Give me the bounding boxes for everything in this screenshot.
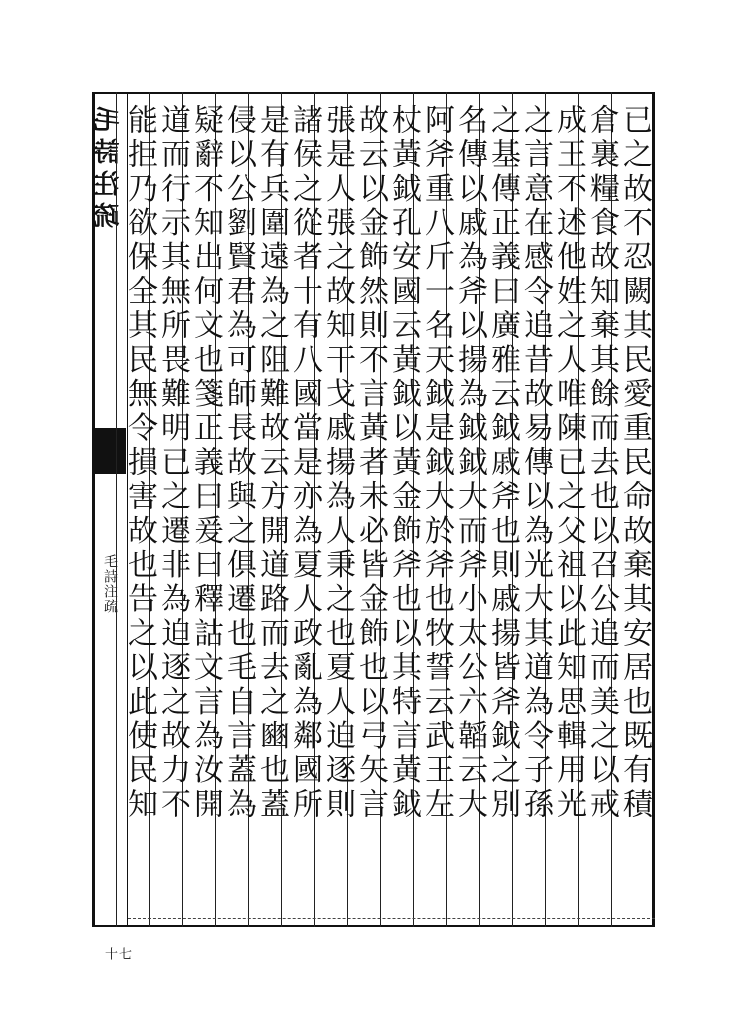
book-label: 毛詩注疏 — [102, 554, 118, 614]
banxin-title: 毛詩注疏 — [94, 106, 124, 234]
text-column: 成王不述他姓之人唯陳已之父祖以此知思輯用光 — [545, 92, 589, 927]
text-column: 杖黃鉞孔安國云黃鉞以黃金飾斧也以其特言黃鉞 — [380, 92, 424, 927]
text-column: 諸侯之從者十有八國當是亦為夏人政亂為鄰國所 — [281, 92, 325, 927]
text-column: 阿斧重八斤一名天鉞是鉞大於斧也牧誓云武王左 — [413, 92, 457, 927]
folio-number: 七十 — [102, 947, 131, 960]
text-column: 道而行示其無所畏難明已之遷非為迫逐之故力不 — [149, 92, 193, 927]
page-bottom-edge — [128, 918, 655, 927]
text-column: 張是人張之故知干戈戚揚為人秉之也夏人迫逐則 — [314, 92, 358, 927]
text-column: 能拒乃欲保全其民無令損害故也告之以此使民知 — [116, 92, 160, 927]
text-column: 之言意在感令追昔故易傳以為光大其道為令子孫 — [512, 92, 556, 927]
text-column: 倉裏糧食故知棄其餘而去也以召公追而美之以戒 — [578, 92, 622, 927]
text-columns — [122, 92, 655, 927]
text-column: 侵以公劉賢君為可師長故與之俱遷也毛自言蓋為 — [215, 92, 259, 927]
text-column: 之基傳正義曰廣雅云鉞戚斧也則戚揚皆斧鉞之別 — [479, 92, 523, 927]
text-column: 疑辭不知出何文也箋正義曰爰曰釋詁文言為汝開 — [182, 92, 226, 927]
text-column: 故云以金飾然則不言黃者未必皆金飾也以弓矢言 — [347, 92, 391, 927]
text-column: 是有兵圍遠為之阻難故云方開道路而去之豳也蓋 — [248, 92, 292, 927]
text-column: 已之故不忍闕其民愛重民命故棄其安居也既有積 — [611, 92, 655, 927]
text-column: 名傳以戚為斧以揚為鉞鉞大而斧小太公六韜云大 — [446, 92, 490, 927]
